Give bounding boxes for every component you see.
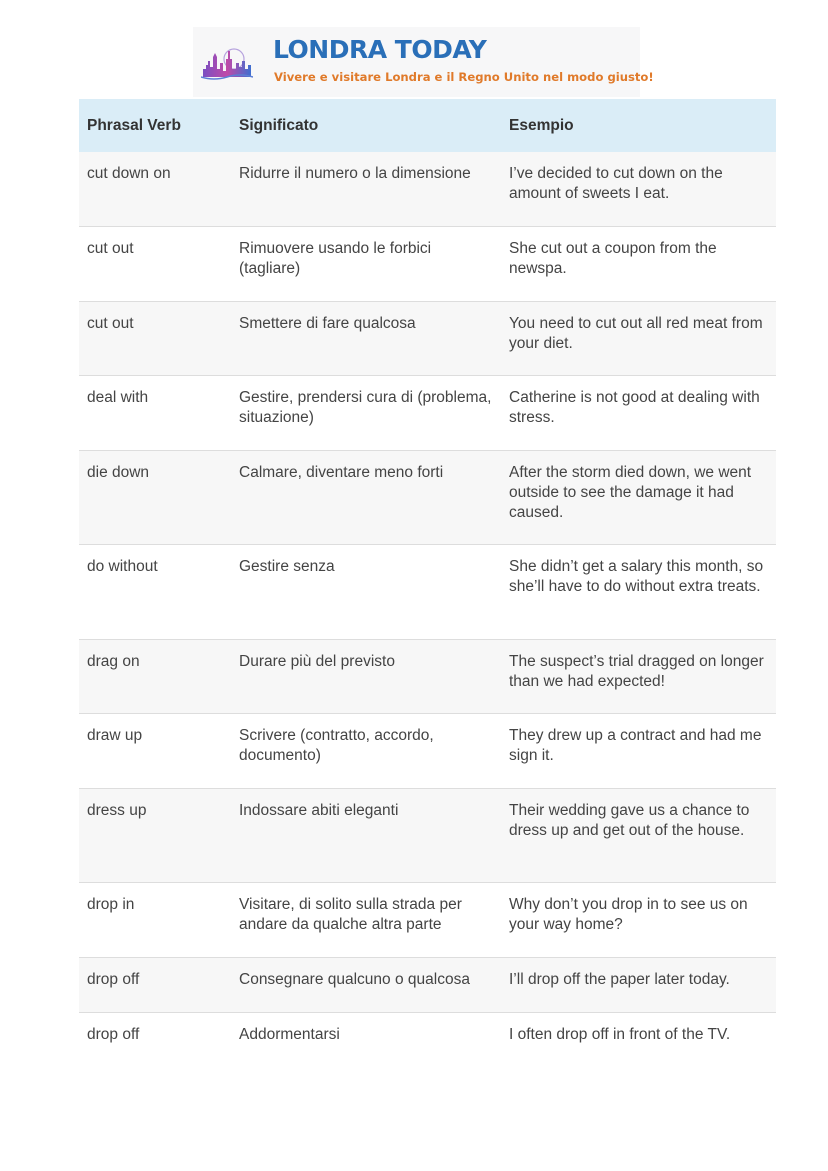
table-row	[79, 375, 776, 450]
verb-cell: drop off	[79, 1012, 231, 1067]
table-row	[79, 301, 776, 375]
meaning-cell: Indossare abiti eleganti	[231, 788, 501, 882]
verb-cell: cut out	[79, 226, 231, 301]
table-row	[79, 1012, 776, 1067]
table-header-row	[79, 99, 776, 152]
meaning-cell: Smettere di fare qualcosa	[231, 301, 501, 375]
meaning-cell: Ridurre il numero o la dimensione	[231, 152, 501, 226]
example-cell: I’ve decided to cut down on the amount of sweets I eat.	[501, 152, 776, 226]
london-skyline-icon	[201, 43, 253, 83]
table-row	[79, 152, 776, 226]
example-cell: Why don’t you drop in to see us on your way home?	[501, 882, 776, 957]
meaning-cell: Durare più del previsto	[231, 639, 501, 713]
meaning-cell: Consegnare qualcuno o qualcosa	[231, 957, 501, 1012]
meaning-cell: Calmare, diventare meno forti	[231, 450, 501, 544]
example-cell: Catherine is not good at dealing with stress.	[501, 375, 776, 450]
meaning-cell: Gestire senza	[231, 544, 501, 639]
phrasal-verbs-table	[79, 99, 776, 1067]
example-cell: You need to cut out all red meat from your diet.	[501, 301, 776, 375]
verb-cell: do without	[79, 544, 231, 639]
verb-cell: deal with	[79, 375, 231, 450]
verb-cell: drop off	[79, 957, 231, 1012]
brand-tagline: Vivere e visitare Londra e il Regno Unito nel modo giusto!	[274, 70, 654, 84]
table-row	[79, 957, 776, 1012]
table-row	[79, 544, 776, 639]
example-cell: She didn’t get a salary this month, so she’ll have to do without extra treats.	[501, 544, 776, 639]
verb-cell: dress up	[79, 788, 231, 882]
meaning-cell: Visitare, di solito sulla strada per andare da qualche altra parte	[231, 882, 501, 957]
example-cell: They drew up a contract and had me sign it.	[501, 713, 776, 788]
verb-cell: cut out	[79, 301, 231, 375]
column-header-verb: Phrasal Verb	[79, 99, 231, 152]
column-header-meaning: Significato	[231, 99, 501, 152]
table-row	[79, 450, 776, 544]
site-header	[193, 27, 654, 97]
verb-cell: draw up	[79, 713, 231, 788]
example-cell: After the storm died down, we went outside to see the damage it had caused.	[501, 450, 776, 544]
verb-cell: drop in	[79, 882, 231, 957]
table-row	[79, 226, 776, 301]
example-cell: I often drop off in front of the TV.	[501, 1012, 776, 1067]
meaning-cell: Addormentarsi	[231, 1012, 501, 1067]
verb-cell: drag on	[79, 639, 231, 713]
table-row	[79, 788, 776, 882]
example-cell: I’ll drop off the paper later today.	[501, 957, 776, 1012]
example-cell: Their wedding gave us a chance to dress up and get out of the house.	[501, 788, 776, 882]
example-cell: The suspect’s trial dragged on longer than we had expected!	[501, 639, 776, 713]
meaning-cell: Rimuovere usando le forbici (tagliare)	[231, 226, 501, 301]
meaning-cell: Scrivere (contratto, accordo, documento)	[231, 713, 501, 788]
table-row	[79, 713, 776, 788]
column-header-example: Esempio	[501, 99, 776, 152]
brand-title: LONDRA TODAY	[273, 35, 487, 64]
example-cell: She cut out a coupon from the newspa.	[501, 226, 776, 301]
table-row	[79, 639, 776, 713]
table-row	[79, 882, 776, 957]
verb-cell: die down	[79, 450, 231, 544]
meaning-cell: Gestire, prendersi cura di (problema, situazione)	[231, 375, 501, 450]
verb-cell: cut down on	[79, 152, 231, 226]
